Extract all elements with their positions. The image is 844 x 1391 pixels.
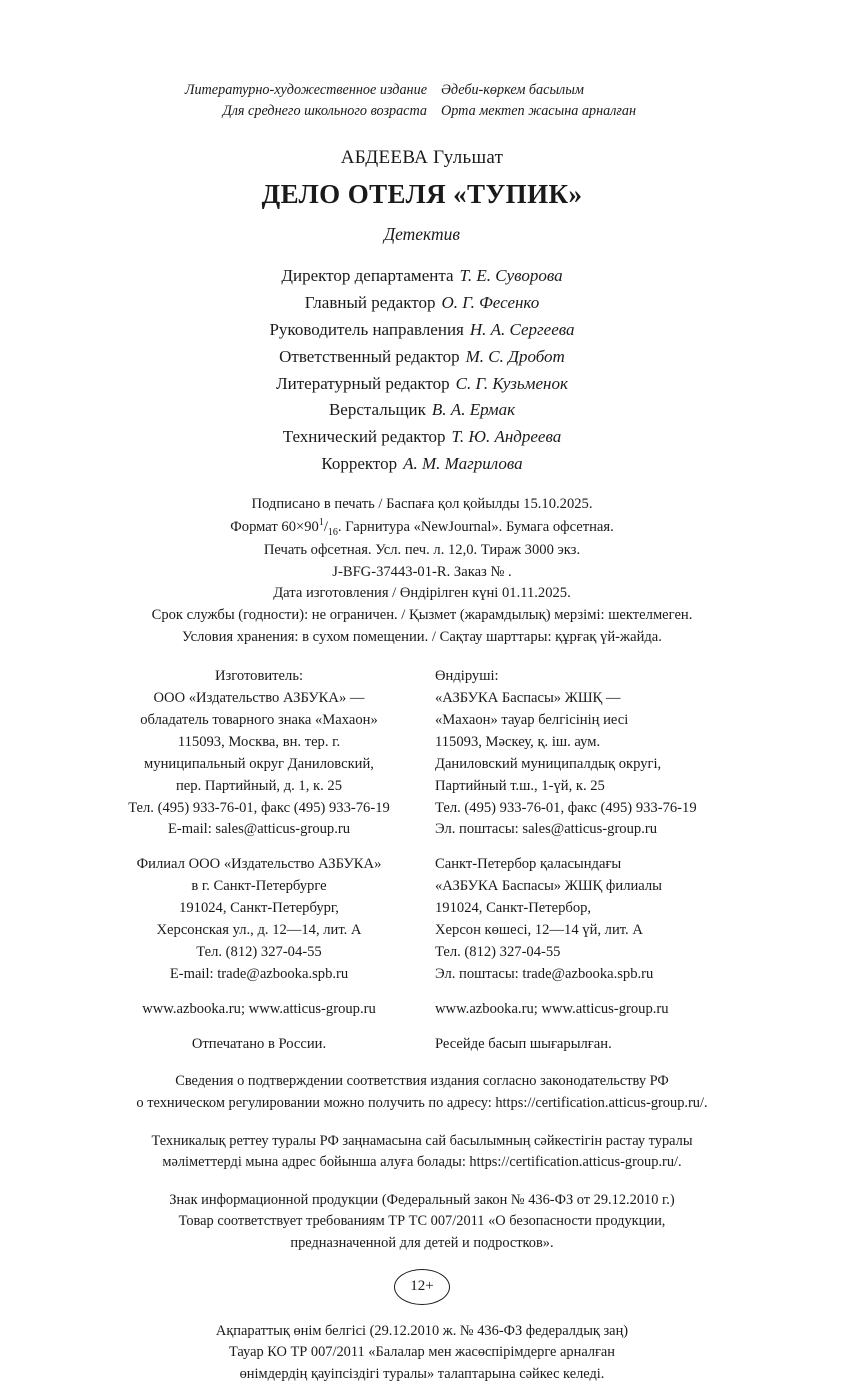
imprint-format-numerator: 1	[318, 516, 324, 528]
publisher-kk-line: 115093, Мәскеу, қ. іш. аум.	[435, 733, 601, 750]
credit-person: С. Г. Кузьменок	[455, 373, 568, 393]
publisher-ru-line: обладатель товарного знака «Махаон»	[140, 711, 378, 728]
imprint-line-order: J-BFG-37443-01-R. Заказ № .	[332, 563, 512, 580]
info-mark-ru-line-1: Знак информационной продукции (Федеральный закон № 436-ФЗ от 29.12.2010 г.)	[169, 1191, 675, 1208]
publisher-ru-line: муниципальный округ Даниловский,	[144, 755, 374, 772]
credit-person: А. М. Магрилова	[403, 454, 523, 474]
publisher-ru-line: Херсонская ул., д. 12—14, лит. А	[156, 921, 362, 938]
publisher-column-russian	[109, 666, 409, 1055]
publisher-kk-line: «Махаон» тауар белгісінің иесі	[435, 711, 629, 728]
publisher-ru-line: Филиал ООО «Издательство АЗБУКА»	[136, 856, 382, 873]
publisher-column-kazakh	[435, 666, 735, 1055]
imprint-line-shelf-life: Срок службы (годности): не ограничен. / Қызмет (жарамдылық) мерзімі: шектелмеген.	[151, 607, 693, 623]
imprint-line-print: Печать офсетная. Усл. печ. л. 12,0. Тираж 3000 экз.	[263, 542, 581, 559]
info-mark-kk	[0, 1321, 844, 1386]
info-mark-ru-line-3: предназначенной для детей и подростков».	[290, 1235, 554, 1252]
credit-role: Корректор	[321, 454, 398, 474]
bilingual-header	[0, 80, 844, 121]
credit-role: Литературный редактор	[276, 373, 450, 393]
publisher-ru-printed-in: Отпечатано в России.	[191, 1035, 327, 1052]
credit-row	[0, 451, 844, 478]
author-name: АБДЕЕВА Гульшат	[340, 147, 504, 169]
credit-person: О. Г. Фесенко	[441, 293, 540, 313]
credit-person: В. А. Ермак	[431, 400, 516, 420]
imprint-format-prefix: Формат 60×90	[230, 518, 319, 535]
publisher-kk-line: «АЗБУКА Баспасы» ЖШҚ —	[435, 690, 621, 707]
info-mark-ru	[0, 1190, 844, 1255]
credit-row	[0, 263, 844, 290]
publisher-ru-line: пер. Партийный, д. 1, к. 25	[175, 777, 343, 794]
credits-list	[0, 263, 844, 478]
age-rating-badge	[394, 1269, 450, 1305]
credit-row	[0, 424, 844, 451]
spacer	[109, 1021, 409, 1034]
header-russian-column	[165, 80, 427, 121]
publisher-ru-line: 115093, Москва, вн. тер. г.	[177, 733, 341, 750]
credit-row	[0, 397, 844, 424]
publisher-kk-phone: Тел. (495) 933-76-01, факс (495) 933-76-19	[435, 799, 697, 816]
book-genre: Детектив	[383, 224, 460, 245]
certification-kk-line-1: Техникалық реттеу туралы РФ заңнамасына сай басылымның сәйкестігін растау туралы	[151, 1132, 693, 1149]
spacer	[435, 986, 735, 999]
imprint-format-suffix: . Гарнитура «NewJournal». Бумага офсетная.	[337, 518, 614, 535]
credit-role: Технический редактор	[282, 427, 446, 447]
publisher-kk-email: Эл. поштасы: sales@atticus-group.ru	[435, 821, 657, 838]
spacer	[435, 841, 735, 854]
imprint-format-denominator: 16	[327, 526, 338, 538]
publisher-ru-email: E-mail: sales@atticus-group.ru	[167, 821, 351, 838]
credit-row	[0, 371, 844, 398]
publisher-ru-block-main	[109, 688, 409, 841]
publisher-ru-line: в г. Санкт-Петербурге	[191, 878, 327, 895]
credit-person: Т. Е. Суворова	[459, 266, 563, 286]
header-kk-line-1: Әдеби-көркем басылым	[441, 82, 584, 98]
imprint-block	[0, 494, 844, 648]
publisher-kk-line: 191024, Санкт-Петербор,	[435, 900, 592, 917]
publisher-ru-phone: Тел. (495) 933-76-01, факс (495) 933-76-19	[128, 799, 390, 816]
credit-row	[0, 344, 844, 371]
publisher-kk-phone: Тел. (812) 327-04-55	[435, 943, 561, 960]
imprint-line-manufacture-date: Дата изготовления / Өндірілген күні 01.11.2025.	[273, 585, 571, 602]
publisher-ru-line: ООО «Издательство АЗБУКА» —	[153, 690, 365, 707]
header-ru-line-1: Литературно-художественное издание	[184, 82, 427, 98]
credit-row	[0, 317, 844, 344]
info-mark-kk-line-3: өнімдердің қауіпсіздігі туралы» талаптарына сәйкес келеді.	[239, 1365, 605, 1382]
credit-role: Верстальщик	[328, 400, 426, 420]
header-kk-line-2: Орта мектеп жасына арналған	[441, 102, 637, 119]
age-rating-badge-wrap	[0, 1269, 844, 1305]
credit-person: Н. А. Сергеева	[469, 319, 575, 339]
publisher-ru-block-branch	[109, 854, 409, 985]
publisher-kk-block-main	[435, 688, 735, 841]
publisher-kk-heading: Өндіруші:	[435, 668, 499, 685]
credit-role: Ответственный редактор	[279, 346, 460, 366]
publisher-ru-line: 191024, Санкт-Петербург,	[179, 900, 339, 917]
header-ru-line-2: Для среднего школьного возраста	[222, 102, 427, 119]
publisher-kk-line: Партийный т.ш., 1-үй, к. 25	[435, 777, 605, 794]
publisher-ru-websites: www.azbooka.ru; www.atticus-group.ru	[142, 1000, 376, 1017]
publisher-kk-email: Эл. поштасы: trade@azbooka.spb.ru	[435, 965, 654, 982]
credit-row	[0, 290, 844, 317]
publisher-kk-line: Санкт-Петербор қаласындағы	[435, 856, 622, 873]
credit-role: Главный редактор	[304, 293, 436, 313]
certification-ru-line-2: о техническом регулировании можно получить по адресу: https://certification.atticus-group.ru/.	[136, 1095, 708, 1112]
imprint-line-signed: Подписано в печать / Баспаға қол қойылды 15.10.2025.	[251, 496, 593, 513]
info-mark-ru-line-2: Товар соответствует требованиям ТР ТС 007/2011 «О безопасности продукции,	[178, 1213, 666, 1230]
credit-person: Т. Ю. Андреева	[451, 427, 562, 447]
header-kazakh-column	[441, 80, 679, 121]
book-title: ДЕЛО ОТЕЛЯ «ТУПИК»	[261, 179, 583, 210]
publisher-kk-websites: www.azbooka.ru; www.atticus-group.ru	[435, 1000, 669, 1017]
publisher-ru-heading: Изготовитель:	[214, 668, 304, 685]
certification-kk-line-2: мәліметтерді мына адрес бойынша алуға болады: https://certification.atticus-group.ru/.	[162, 1154, 682, 1171]
certification-ru	[0, 1071, 844, 1114]
publisher-kk-line: «АЗБУКА Баспасы» ЖШҚ филиалы	[435, 878, 662, 895]
credit-person: М. С. Дробот	[465, 346, 565, 366]
info-mark-kk-line-2: Тауар КО ТР 007/2011 «Балалар мен жасөспірімдерге арналған	[228, 1344, 616, 1361]
publisher-kk-printed-in: Ресейде басып шығарылған.	[435, 1035, 612, 1052]
info-mark-kk-line-1: Ақпараттық өнім белгісі (29.12.2010 ж. № 436-ФЗ федералдық заң)	[215, 1322, 629, 1339]
publisher-ru-phone: Тел. (812) 327-04-55	[196, 943, 322, 960]
credit-role: Директор департамента	[281, 266, 454, 286]
publisher-ru-email: E-mail: trade@azbooka.spb.ru	[169, 965, 349, 982]
spacer	[109, 841, 409, 854]
imprint-line-storage: Условия хранения: в сухом помещении. / Сақтау шарттары: құрғақ үй-жайда.	[182, 628, 662, 645]
imprint-line-format: Формат $60\times 90^1/_{16}$. Гарнитура «NewJournal». Бумага офсетная.	[230, 516, 614, 538]
certification-kk	[0, 1131, 844, 1174]
publisher-columns	[0, 666, 844, 1055]
spacer	[435, 1021, 735, 1034]
age-rating-label: 12+	[410, 1278, 434, 1295]
credit-role: Руководитель направления	[269, 319, 464, 339]
publisher-kk-line: Херсон көшесі, 12—14 үй, лит. А	[435, 921, 643, 938]
colophon-page	[0, 80, 844, 1391]
publisher-kk-block-branch	[435, 854, 735, 985]
publisher-kk-line: Даниловский муниципалдық округі,	[435, 755, 662, 772]
spacer	[109, 986, 409, 999]
certification-ru-line-1: Сведения о подтверждении соответствия издания согласно законодательству РФ	[175, 1073, 669, 1090]
